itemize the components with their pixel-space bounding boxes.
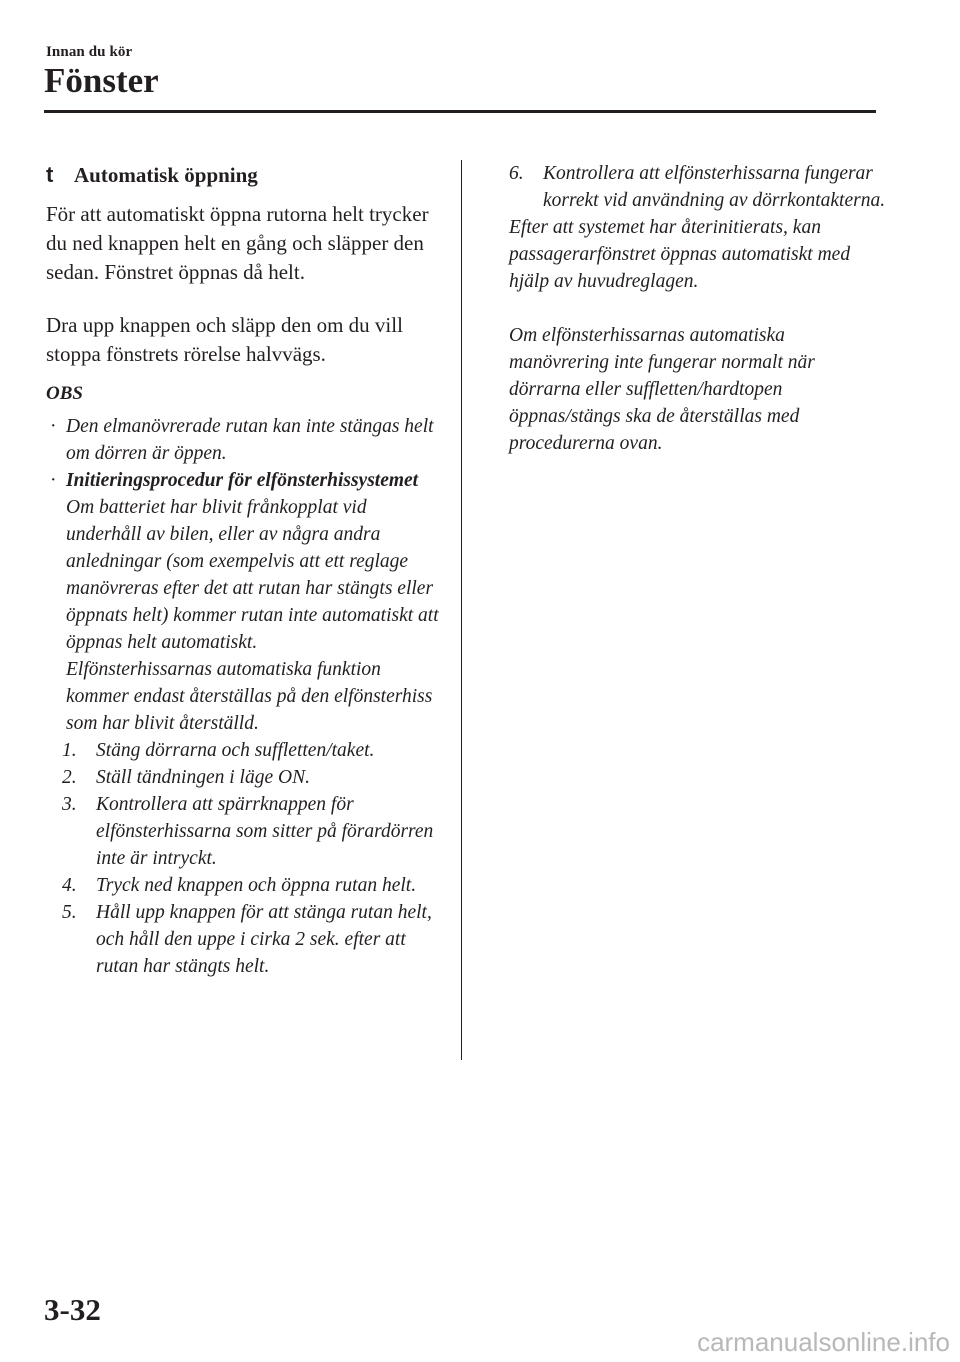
- section-heading: [46, 160, 444, 190]
- step-number: 3.: [62, 794, 77, 815]
- paragraph-auto-open: För att automatiskt öppna rutorna helt trycker du ned knappen helt en gång och släpper den sedan. Fönstret öppnas då helt.: [46, 202, 429, 284]
- step-item: [46, 791, 444, 872]
- header-rule: [44, 110, 876, 113]
- paragraph-reset: Om elfönsterhissarnas automatiska manövrering inte fungerar normalt när dörrarna eller suffletten/hardtopen öppnas/stängs ska de återställas med procedurerna ovan.: [509, 325, 815, 454]
- step-item: [46, 872, 444, 899]
- bullet-dot-icon: ·: [50, 470, 57, 491]
- step-number: 6.: [509, 163, 524, 184]
- bullet-content: [66, 467, 444, 737]
- page-number: 3-32: [44, 1292, 101, 1327]
- bullet-dot-icon: ·: [50, 416, 57, 437]
- left-column: [46, 160, 444, 980]
- step-text: Stäng dörrarna och suffletten/taket.: [96, 740, 375, 761]
- step-number: 4.: [62, 875, 77, 896]
- paragraph-stop-halfway: Dra upp knappen och släpp den om du vill stoppa fönstrets rörelse halvvägs.: [46, 313, 403, 366]
- heading-text: Automatisk öppning: [74, 163, 258, 187]
- step-number: 1.: [62, 740, 77, 761]
- column-divider: [461, 160, 462, 1060]
- note-title: OBS: [46, 383, 83, 404]
- note-bullet-2: [46, 467, 444, 737]
- page-title: Fönster: [44, 61, 159, 100]
- bullet-text: Elfönsterhissarnas automatiska funktion kommer endast återställas på den elfönsterhiss som har blivit återställd.: [66, 659, 433, 734]
- step-text: Ställ tändningen i läge ON.: [96, 767, 310, 788]
- step-number: 2.: [62, 767, 77, 788]
- step-item: [46, 737, 444, 764]
- watermark: carmanualsonline.info: [697, 1327, 950, 1357]
- note-bullet-1: [46, 413, 444, 467]
- step-text: Håll upp knappen för att stänga rutan helt, och håll den uppe i cirka 2 sek. efter att rutan har stängts helt.: [96, 902, 432, 977]
- step-number: 5.: [62, 902, 77, 923]
- right-column: [509, 160, 889, 457]
- section-label: Innan du kör: [46, 44, 133, 60]
- step-text: Kontrollera att elfönsterhissarna fungerar korrekt vid användning av dörrkontakterna.: [543, 163, 886, 211]
- step-item: [46, 899, 444, 980]
- bullet-title: Initieringsprocedur för elfönsterhissystemet: [66, 470, 419, 491]
- step-item: [509, 160, 889, 214]
- step-text: Tryck ned knappen och öppna rutan helt.: [96, 875, 417, 896]
- note-block: [46, 413, 444, 980]
- step-item: [46, 764, 444, 791]
- bullet-text: Den elmanövrerade rutan kan inte stängas helt om dörren är öppen.: [66, 416, 434, 464]
- step-text: Kontrollera att spärrknappen för elfönsterhissarna som sitter på förardörren inte är intryckt.: [96, 794, 434, 869]
- bullet-text: Om batteriet har blivit frånkopplat vid underhåll av bilen, eller av några andra anledningar (som exempelvis att ett reglage manövreras efter det att rutan har stängts eller öppnats helt) kommer rutan inte automatiskt att öppnas helt automatiskt.: [66, 497, 439, 653]
- heading-marker-icon: t: [46, 162, 54, 187]
- paragraph-reinit: Efter att systemet har återinitierats, kan passagerarfönstret öppnas automatiskt med hjälp av huvudreglagen.: [509, 217, 851, 292]
